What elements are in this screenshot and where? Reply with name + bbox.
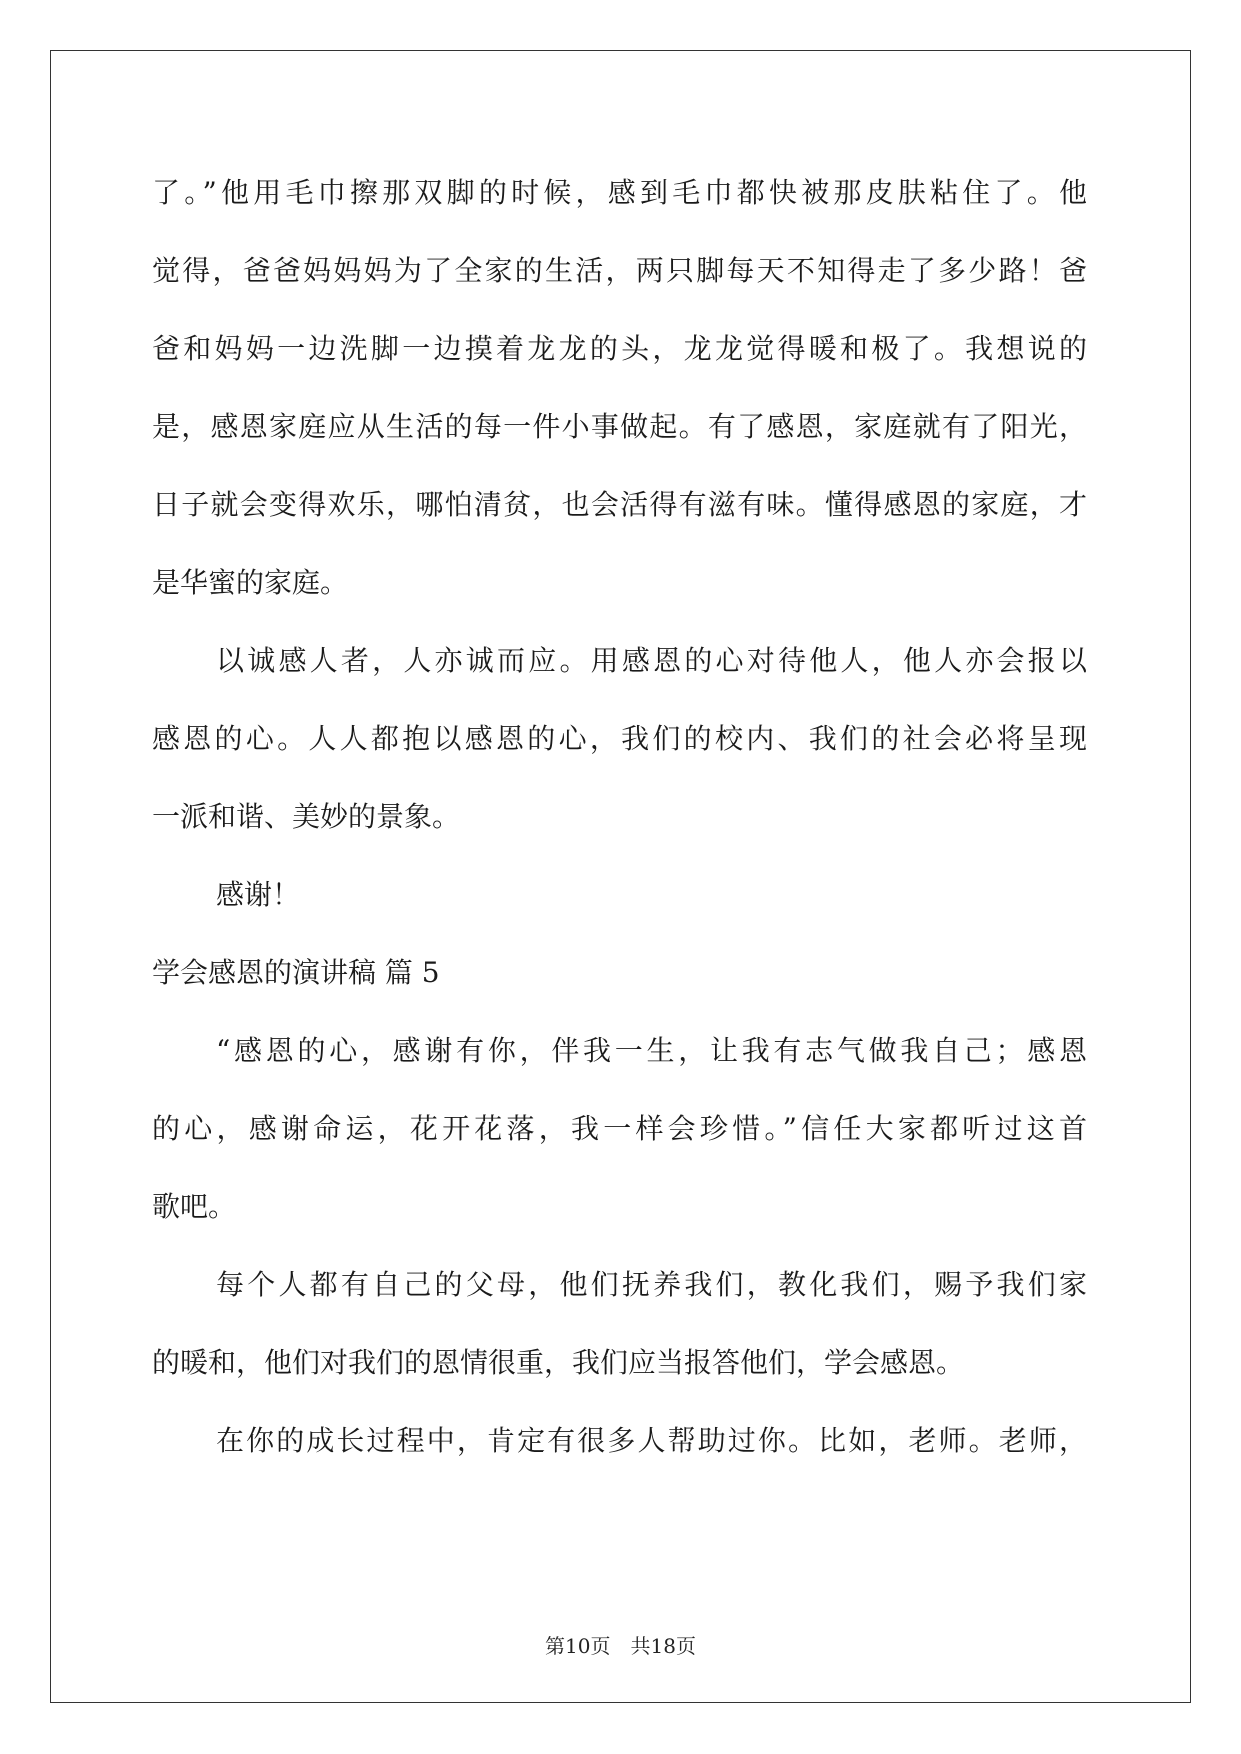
text-line: 爸和妈妈一边洗脚一边摸着龙龙的头，龙龙觉得暖和极了。我想说的 bbox=[152, 332, 1087, 365]
paragraph-first-line: 每个人都有自己的父母，他们抚养我们，教化我们，赐予我们家 bbox=[216, 1268, 1087, 1301]
text-line: 觉得，爸爸妈妈妈为了全家的生活，两只脚每天不知得走了多少路！爸 bbox=[152, 254, 1087, 287]
section-heading: 学会感恩的演讲稿 篇 5 bbox=[152, 956, 440, 989]
text-line: 了。”他用毛巾擦那双脚的时候，感到毛巾都快被那皮肤粘住了。他 bbox=[152, 176, 1087, 209]
paragraph-first-line: 在你的成长过程中，肯定有很多人帮助过你。比如，老师。老师， bbox=[216, 1424, 1087, 1457]
paragraph-first-line: 感谢！ bbox=[216, 878, 301, 911]
text-line: 的心，感谢命运，花开花落，我一样会珍惜。”信任大家都听过这首 bbox=[152, 1112, 1087, 1145]
text-line: 一派和谐、美妙的景象。 bbox=[152, 800, 461, 833]
text-line: 歌吧。 bbox=[152, 1190, 237, 1223]
text-line: 是，感恩家庭应从生活的每一件小事做起。有了感恩，家庭就有了阳光， bbox=[152, 410, 1087, 443]
paragraph-first-line: 以诚感人者，人亦诚而应。用感恩的心对待他人，他人亦会报以 bbox=[216, 644, 1087, 677]
text-line: 感恩的心。人人都抱以感恩的心，我们的校内、我们的社会必将呈现 bbox=[152, 722, 1087, 755]
page-number-footer: 第10页 共18页 bbox=[545, 1634, 696, 1658]
document-body bbox=[152, 165, 1087, 1491]
paragraph-first-line: “感恩的心，感谢有你，伴我一生，让我有志气做我自己；感恩 bbox=[216, 1034, 1087, 1067]
text-line: 的暖和，他们对我们的恩情很重，我们应当报答他们，学会感恩。 bbox=[152, 1346, 965, 1379]
text-line: 日子就会变得欢乐，哪怕清贫，也会活得有滋有味。懂得感恩的家庭，才 bbox=[152, 488, 1087, 521]
text-line: 是华蜜的家庭。 bbox=[152, 566, 349, 599]
